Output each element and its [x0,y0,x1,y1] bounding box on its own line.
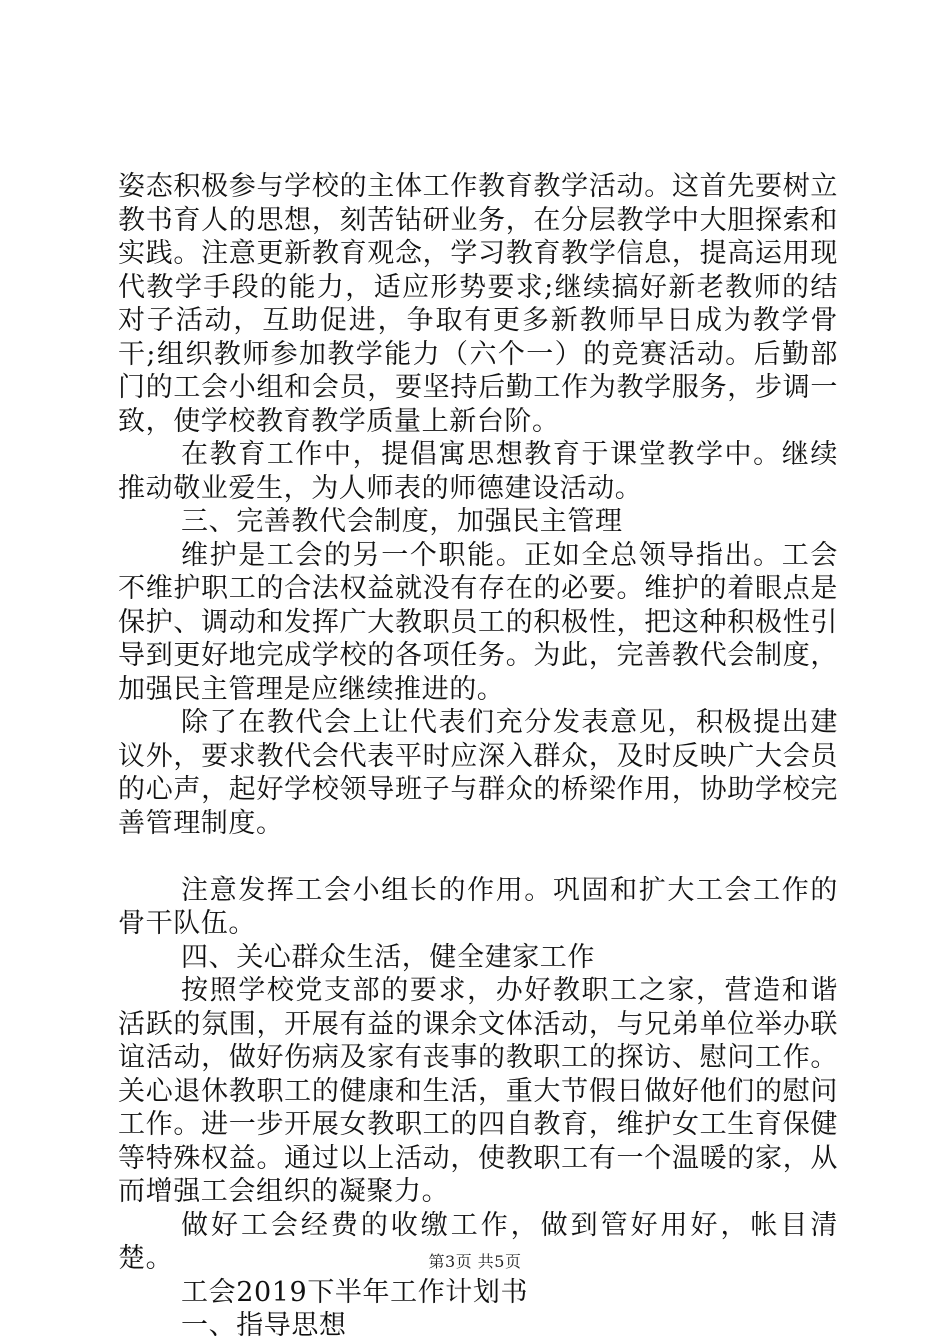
paragraph: 除了在教代会上让代表们充分发表意见，积极提出建议外，要求教代会代表平时应深入群众，及时反映广大会员的心声，起好学校领导班子与群众的桥梁作用，协助学校完善管理制度。 [118,707,838,839]
paragraph: 在教育工作中，提倡寓思想教育于课堂教学中。继续推动敬业爱生，为人师表的师德建设活动。 [118,439,838,504]
page-number-footer: 第3页 共5页 [428,1252,522,1271]
section-heading: 三、完善教代会制度，加强民主管理 [181,506,623,537]
paragraph: 维护是工会的另一个职能。正如全总领导指出。工会不维护职工的合法权益就没有存在的必要。维护的着眼点是保护、调动和发挥广大教职员工的积极性，把这种积极性引导到更好地完成学校的各项任务。为此，完善教代会制度，加强民主管理是应继续推进的。 [118,539,838,705]
blank-line [118,840,838,874]
paragraph-continuation: 姿态积极参与学校的主体工作教育教学活动。这首先要树立教书育人的思想，刻苦钻研业务，在分层教学中大胆探索和实践。注意更新教育观念，学习教育教学信息，提高运用现代教学手段的能力，适应形势要求;继续搞好新老教师的结对子活动，互助促进，争取有更多新教师早日成为教学骨干;组织教师参加教学能力（六个一）的竞赛活动。后勤部门的工会小组和会员，要坚持后勤工作为教学服务，步调一致，使学校教育教学质量上新台阶。 [118,171,838,437]
document-title: 工会2019下半年工作计划书 [181,1276,529,1308]
paragraph: 做好工会经费的收缴工作，做到管好用好，帐目清楚。 [118,1209,838,1274]
paragraph: 注意发挥工会小组长的作用。巩固和扩大工会工作的骨干队伍。 [118,874,838,939]
section-heading: 一、指导思想 [181,1310,347,1341]
paragraph: 按照学校党支部的要求，办好教职工之家，营造和谐活跃的氛围，开展有益的课余文体活动，与兄弟单位举办联谊活动，做好伤病及家有丧事的教职工的探访、慰问工作。关心退休教职工的健康和生活，重大节假日做好他们的慰问工作。进一步开展女教职工的四自教育，维护女工生育保健等特殊权益。通过以上活动，使教职工有一个温暖的家，从而增强工会组织的凝聚力。 [118,975,838,1207]
section-heading: 四、关心群众生活，健全建家工作 [181,941,595,973]
document-body [118,170,838,1343]
